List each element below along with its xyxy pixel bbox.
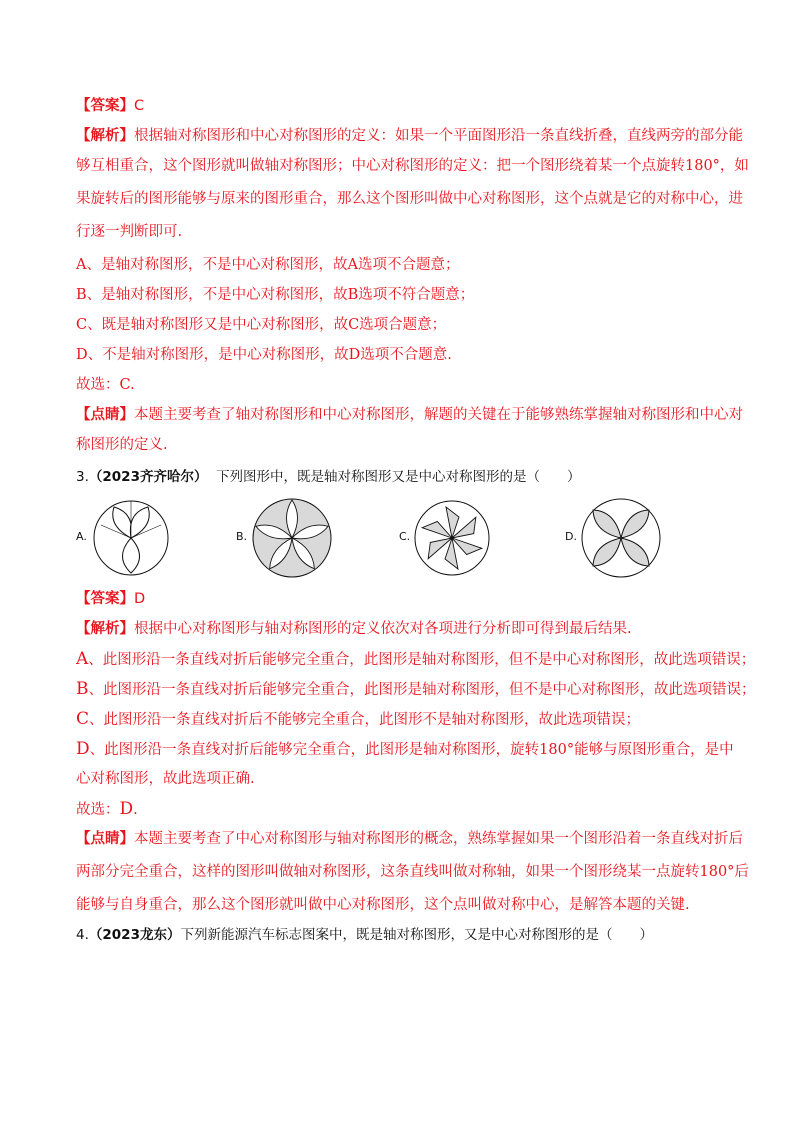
q2-comment-line-2: 称图形的定义. bbox=[76, 437, 168, 453]
q3-figure-c bbox=[413, 499, 491, 577]
q3-item-d: D、此图形沿一条直线对折后能够完全重合，此图形是轴对称图形，旋转180°能够与原图形重合，是中 bbox=[76, 739, 734, 759]
q3-figure-d bbox=[580, 497, 662, 579]
q2-choice: 故选：C. bbox=[76, 377, 135, 393]
q3-option-a-label: A. bbox=[76, 530, 87, 543]
q3-stem: 3.（2023齐齐哈尔） 下列图形中，既是轴对称图形又是中心对称图形的是（ ） bbox=[76, 469, 581, 485]
q3-figure-b bbox=[251, 497, 333, 579]
q2-analysis-line-4: 行逐一判断即可. bbox=[76, 224, 183, 240]
q2-analysis-line-1: 【解析】根据轴对称图形和中心对称图形的定义：如果一个平面图形沿一条直线折叠，直线两旁的部分能 bbox=[76, 127, 743, 144]
q3-answer: 【答案】D bbox=[76, 590, 146, 607]
q3-option-c-label: C. bbox=[399, 530, 411, 543]
q2-comment-line-1: 【点睛】本题主要考查了轴对称图形和中心对称图形，解题的关键在于能够熟练掌握轴对称图形和中心对 bbox=[76, 406, 743, 423]
q3-item-d-cont: 心对称图形，故此选项正确. bbox=[76, 771, 255, 787]
q3-item-c: C、此图形沿一条直线对折后不能够完全重合，此图形不是轴对称图形，故此选项错误； bbox=[76, 709, 641, 729]
q3-analysis: 【解析】根据中心对称图形与轴对称图形的定义依次对各项进行分析即可得到最后结果. bbox=[76, 620, 632, 637]
q2-option-c: C、既是轴对称图形又是中心对称图形，故C选项合题意； bbox=[76, 317, 447, 333]
q3-item-b: B、此图形沿一条直线对折后能够完全重合，此图形是轴对称图形，但不是中心对称图形，故此选项错误； bbox=[76, 679, 756, 699]
q3-comment-line-3: 能够与自身重合，那么这个图形就叫做中心对称图形，这个点叫做对称中心，是解答本题的关键. bbox=[76, 897, 690, 913]
q3-comment-line-1: 【点睛】本题主要考查了中心对称图形与轴对称图形的概念，熟练掌握如果一个图形沿着一条直线对折后 bbox=[76, 830, 743, 847]
q3-choice: 故选：D. bbox=[76, 799, 138, 819]
q2-analysis-line-2: 够互相重合，这个图形就叫做轴对称图形；中心对称图形的定义：把一个图形绕着某一个点旋转180°，如 bbox=[76, 158, 749, 174]
q2-analysis-line-3: 果旋转后的图形能够与原来的图形重合，那么这个图形叫做中心对称图形，这个点就是它的对称中心，进 bbox=[76, 191, 743, 207]
q2-option-d: D、不是轴对称图形，是中心对称图形，故D选项不合题意. bbox=[76, 347, 452, 363]
q3-option-d-label: D. bbox=[565, 530, 577, 543]
q2-option-b: B、是轴对称图形，不是中心对称图形，故B选项不符合题意； bbox=[76, 287, 475, 303]
q3-item-a: A、此图形沿一条直线对折后能够完全重合，此图形是轴对称图形，但不是中心对称图形，故此选项错误； bbox=[76, 649, 756, 669]
q3-option-b-label: B. bbox=[236, 530, 248, 543]
q3-comment-line-2: 两部分完全重合，这样的图形叫做轴对称图形，这条直线叫做对称轴，如果一个图形绕某一点旋转180°后 bbox=[76, 864, 749, 880]
q2-answer: 【答案】C bbox=[76, 97, 145, 114]
q4-stem: 4.（2023龙东）下列新能源汽车标志图案中，既是轴对称图形，又是中心对称图形的是（ ） bbox=[76, 927, 653, 943]
q3-figure-a bbox=[92, 499, 170, 577]
q2-option-a: A、是轴对称图形，不是中心对称图形，故A选项不合题意； bbox=[76, 257, 460, 273]
